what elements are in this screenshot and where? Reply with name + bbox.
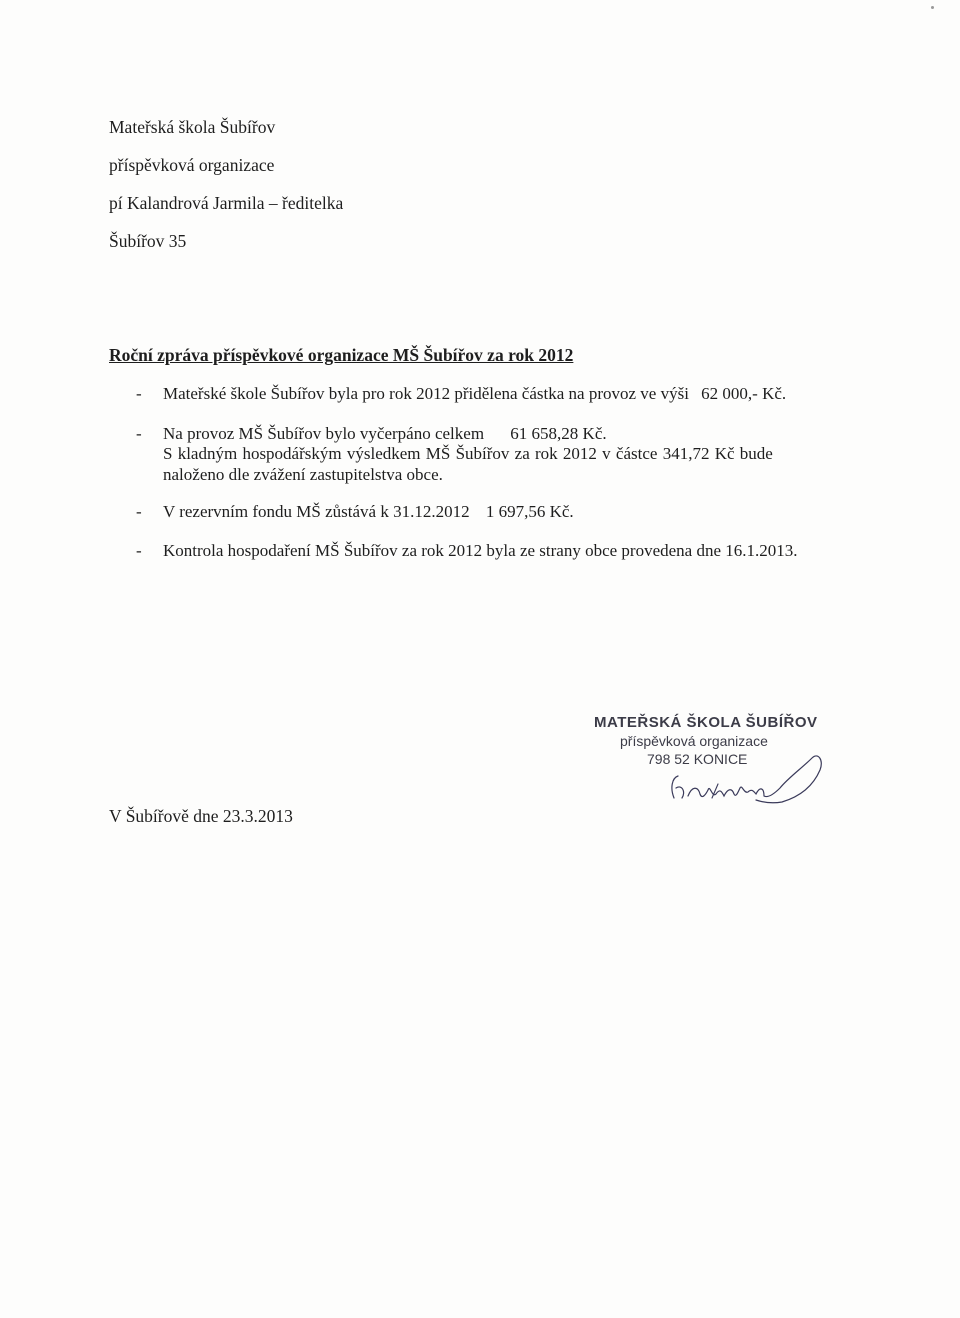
list-item — [163, 541, 798, 561]
school-stamp — [592, 712, 832, 812]
sender-address: Šubířov 35 — [109, 231, 187, 251]
item-text: Na provoz MŠ Šubířov bylo vyčerpáno celkem — [163, 424, 485, 443]
item-continuation: S kladným hospodářským výsledkem MŠ Šubířov za rok 2012 v částce 341,72 Kč bude — [163, 444, 773, 463]
stamp-org: příspěvková organizace — [620, 733, 768, 749]
list-item — [163, 384, 786, 404]
sender-name: Mateřská škola Šubířov — [109, 117, 276, 137]
sender-org-type: příspěvková organizace — [109, 155, 275, 175]
stamp-address: 798 52 KONICE — [647, 751, 748, 767]
signature-icon — [652, 748, 832, 808]
item-text: Mateřské škole Šubířov byla pro rok 2012 přidělena částka na provoz ve výši — [163, 384, 689, 403]
item-amount: 1 697,56 Kč. — [485, 502, 574, 521]
item-text: Kontrola hospodaření MŠ Šubířov za rok 2012 byla ze strany obce provedena dne 16.1.2013. — [163, 541, 798, 560]
stamp-name: MATEŘSKÁ ŠKOLA ŠUBÍŘOV — [594, 714, 818, 731]
item-amount: 62 000,- Kč. — [701, 384, 787, 403]
list-dash: - — [136, 502, 142, 521]
list-item — [163, 502, 574, 522]
list-dash: - — [136, 384, 142, 403]
item-amount: 61 658,28 Kč. — [510, 424, 607, 443]
list-item — [163, 424, 607, 444]
list-dash: - — [136, 424, 142, 443]
place-date: V Šubířově dne 23.3.2013 — [109, 806, 293, 826]
list-dash: - — [136, 541, 142, 560]
item-text: V rezervním fondu MŠ zůstává k 31.12.2012 — [163, 502, 470, 521]
scan-speck — [931, 6, 934, 9]
item-continuation: naloženo dle zvážení zastupitelstva obce. — [163, 465, 443, 484]
sender-director: pí Kalandrová Jarmila – ředitelka — [109, 193, 344, 213]
report-title: Roční zpráva příspěvkové organizace MŠ Šubířov za rok 2012 — [109, 345, 574, 365]
